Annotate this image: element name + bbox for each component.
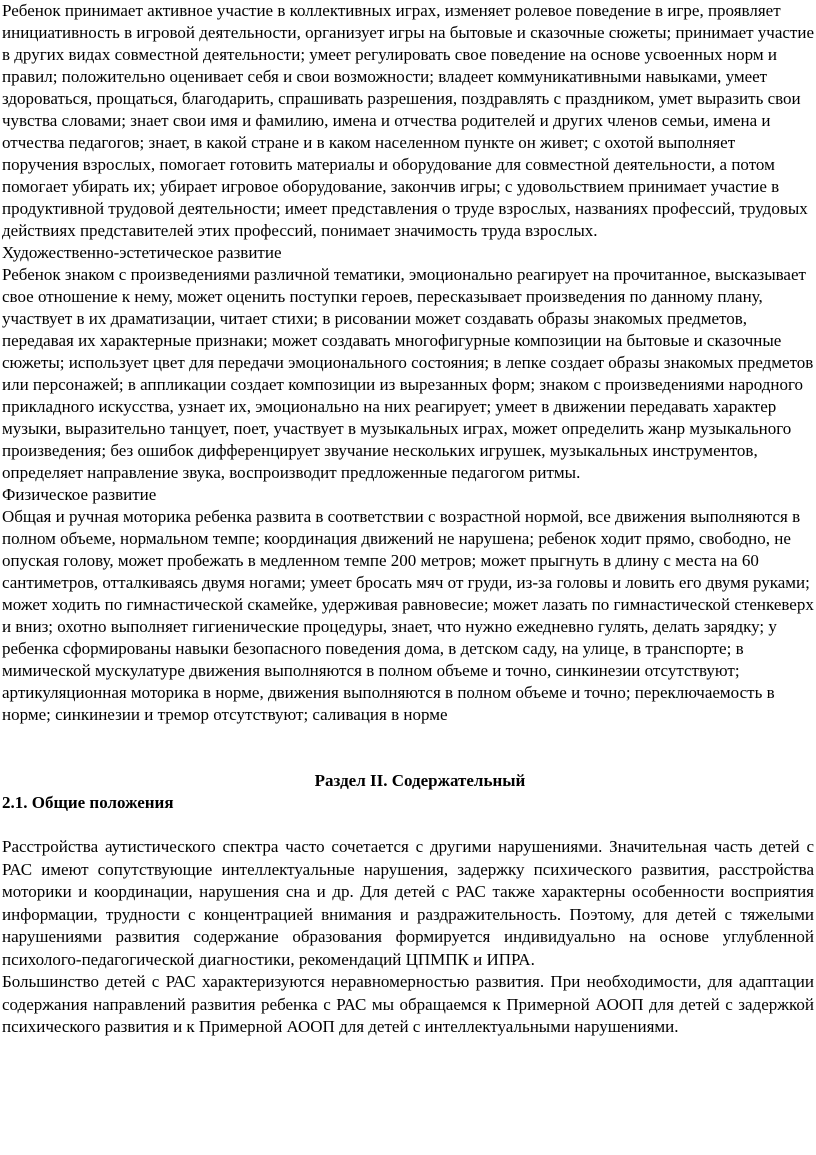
art-development-paragraph: Ребенок знаком с произведениями различной тематики, эмоционально реагирует на прочитанное, высказывает свое отношение к нему, может оценить поступки героев, пересказывает произведения по данному плану, участвует в их драматизации, читает стихи; в рисовании может создавать образы знакомых предметов, передавая их характерные признаки; может создавать многофигурные композиции на бытовые и сказочные сюжеты; использует цвет для передачи эмоционального состояния; в лепке создает образы знакомых предметов или персонажей; в аппликации создает композиции из вырезанных форм; знаком с произведениями народного прикладного искусства, узнает их, эмоционально на них реагирует; умеет в движении передавать характер музыки, выразительно танцует, поет, участвует в музыкальных играх, может определить жанр музыкального произведения; без ошибок дифференцирует звучание нескольких игрушек, музыкальных инструментов, определяет направление звука, воспроизводит предложенные педагогом ритмы. xyxy=(2,265,814,482)
spacer xyxy=(2,814,814,836)
subsection-title: 2.1. Общие положения xyxy=(2,793,174,812)
physical-development-heading: Физическое развитие xyxy=(2,485,157,504)
social-development-paragraph: Ребенок принимает активное участие в коллективных играх, изменяет ролевое поведение в игре, проявляет инициативность в игровой деятельности, организует игры на бытовые и сказочные сюжеты; принимает участие в других видах совместной деятельности; умеет регулировать свое поведение на основе усвоенных норм и правил; положительно оценивает себя и свои возможности; владеет коммуникативными навыками, умеет здороваться, прощаться, благодарить, спрашивать разрешения, поздравлять с праздником, умет выразить свои чувства словами; знает свои имя и фамилию, имена и отчества родителей и других членов семьи, имена и отчества педагогов; знает, в какой стране и в каком населенном пункте он живет; с охотой выполняет поручения взрослых, помогает готовить материалы и оборудование для совместной деятельности, а потом помогает убирать их; убирает игровое оборудование, закончив игры; с удовольствием принимает участие в продуктивной трудовой деятельности; имеет представления о труде взрослых, названиях профессий, трудовых действиях представителей этих профессий, понимает значимость труда взрослых. xyxy=(2,1,815,240)
document-page xyxy=(2,0,814,1039)
ras-paragraph-2: Большинство детей с РАС характеризуются неравномерностью развития. При необходимости, для адаптации содержания направлений развития ребенка с РАС мы обращаемся к Примерной АООП для детей с задержкой психического развития и к Примерной АООП для детей с интеллектуальными нарушениями. xyxy=(2,972,814,1036)
section-title: Раздел II. Содержательный xyxy=(314,771,526,790)
spacer xyxy=(2,726,814,770)
ras-paragraph-1: Расстройства аутистического спектра часто сочетается с другими нарушениями. Значительная часть детей с РАС имеют сопутствующие интеллектуальные нарушения, задержку психического развития, расстройства моторики и координации, нарушения сна и др. Для детей с РАС также характерны особенности восприятия информации, трудности с концентрацией внимания и раздражительность. Поэтому, для детей с тяжелыми нарушениями развития содержание образования формируется индивидуально на основе углубленной психолого-педагогической диагностики, рекомендаций ЦПМПК и ИПРА. xyxy=(2,837,814,969)
art-development-heading: Художественно-эстетическое развитие xyxy=(2,243,282,262)
physical-development-paragraph: Общая и ручная моторика ребенка развита в соответствии с возрастной нормой, все движения выполняются в полном объеме, нормальном темпе; координация движений не нарушена; ребенок ходит прямо, свободно, не опуская голову, может пробежать в медленном темпе 200 метров; может прыгнуть в длину с места на 60 сантиметров, отталкиваясь двумя ногами; умеет бросать мяч от груди, из-за головы и ловить его двумя руками; может ходить по гимнастической скамейке, удерживая равновесие; может лазать по гимнастической стенкеверх и вниз; охотно выполняет гигиенические процедуры, знает, что нужно ежедневно гулять, делать зарядку; у ребенка сформированы навыки безопасного поведения дома, в детском саду, на улице, в транспорте; в мимической мускулатуре движения выполняются в полном объеме и точно, синкинезии отсутствуют; артикуляционная моторика в норме, движения выполняются в полном объеме и точно; переключаемость в норме; синкинезии и тремор отсутствуют; саливация в норме xyxy=(2,507,814,724)
